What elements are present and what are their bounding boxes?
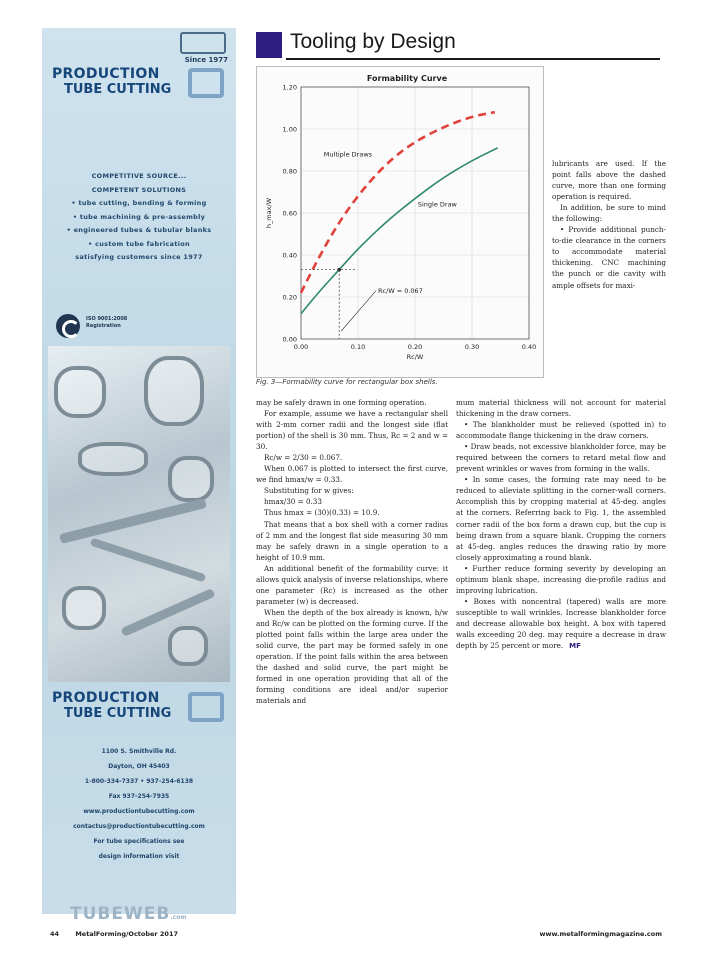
ad-line: • tube cutting, bending & forming bbox=[71, 199, 207, 207]
y-tick-label: 0.40 bbox=[282, 251, 297, 260]
tubeweb-logo[interactable]: TUBEWEB.com bbox=[70, 904, 187, 924]
ad-city: Dayton, OH 45403 bbox=[108, 763, 170, 770]
ad-website-link[interactable]: www.productiontubecutting.com bbox=[83, 808, 195, 815]
chart-grid bbox=[301, 87, 529, 339]
tube-part-icon bbox=[54, 366, 106, 418]
footer-website-link[interactable]: www.metalformingmagazine.com bbox=[539, 930, 662, 938]
paragraph: That means that a box shell with a corner radius of 2 mm and the longest flat side measuring 30 mm may be safely drawn in a single operation to a height of 10.9 mm. bbox=[256, 519, 448, 562]
x-tick-label: 0.40 bbox=[521, 343, 537, 351]
equation: Rc/w = 2/30 = 0.067. bbox=[264, 453, 343, 463]
x-tick-label: 0.00 bbox=[293, 343, 309, 351]
paragraph: • Provide additional punch-to-die clearance in the corners to accommodate material thickening. CNC machining the punch or die cavity with ample offsets for maxi- bbox=[552, 225, 666, 290]
bullet-item: • Draw beads, not excessive blankholder force, may be required between the corners to retard metal flow and prevent wrinkles or waves from forming in the walls. bbox=[456, 442, 666, 474]
certification-icon bbox=[56, 314, 80, 338]
formability-figure bbox=[256, 66, 544, 378]
ad-line: • tube machining & pre-assembly bbox=[72, 212, 206, 221]
tube-part-icon bbox=[78, 442, 148, 476]
ad-phone: 1-800-334-7337 • 937-254-6138 bbox=[84, 778, 194, 785]
ad-brand-line2: TUBE CUTTING bbox=[64, 706, 172, 721]
brand-logo-icon bbox=[188, 692, 224, 722]
ad-line: satisfying customers since 1977 bbox=[75, 253, 203, 261]
chart-title: Formability Curve bbox=[366, 74, 448, 83]
y-tick-label: 0.80 bbox=[282, 167, 297, 176]
ad-since: Since 1977 bbox=[184, 56, 228, 64]
ad-logo-top bbox=[52, 66, 226, 100]
header-rule bbox=[286, 58, 660, 60]
footer-left bbox=[50, 930, 178, 938]
ad-brand-line1: PRODUCTION bbox=[52, 66, 160, 82]
ad-design-line: design information visit bbox=[98, 853, 180, 860]
x-tick-label: 0.20 bbox=[407, 343, 423, 351]
ad-line: • engineered tubes & tubular blanks bbox=[66, 226, 212, 234]
y-tick-label: 0.00 bbox=[282, 335, 297, 344]
ad-fax: Fax 937-254-7935 bbox=[108, 793, 170, 800]
paragraph: lubricants are used. If the point falls above the dashed curve, more than one forming operation is required. bbox=[552, 159, 666, 202]
label-annotation: Rc/W = 0.067 bbox=[377, 286, 423, 295]
ad-address: 1100 S. Smithville Rd. bbox=[101, 748, 177, 755]
text-column-right bbox=[456, 397, 666, 651]
label-multiple-draws: Multiple Draws bbox=[323, 150, 373, 159]
formability-chart bbox=[257, 67, 543, 377]
bullet-item bbox=[456, 596, 666, 651]
bent-tube-icon bbox=[59, 498, 207, 544]
bullet-item: • Further reduce forming severity by developing an optimum blank shape, increasing die-profile radius and improving lubrication. bbox=[456, 563, 666, 595]
y-tick-label: 1.20 bbox=[282, 83, 297, 92]
figure-caption: Fig. 3—Formability curve for rectangular box shells. bbox=[256, 378, 438, 386]
publication-name: MetalForming/October 2017 bbox=[75, 930, 178, 938]
cert-line1: ISO 9001:2008 bbox=[86, 316, 128, 322]
paragraph: In addition, be sure to mind the following: bbox=[552, 203, 666, 224]
cert-line2: Registration bbox=[86, 323, 121, 329]
paragraph: An additional benefit of the formability curve: it allows quick analysis of inverse relationships, where one parameter (Rc) is increased as the other parameter (w) is decreased. bbox=[256, 563, 448, 606]
ad-line: COMPETITIVE SOURCE... bbox=[91, 172, 187, 180]
certification-badge bbox=[56, 314, 226, 338]
company-mark-icon bbox=[180, 32, 226, 54]
y-tick-label: 0.60 bbox=[282, 209, 297, 218]
ad-line: COMPETENT SOLUTIONS bbox=[91, 185, 187, 194]
y-tick-label: 1.00 bbox=[282, 125, 297, 134]
section-marker bbox=[256, 32, 282, 58]
paragraph: mum material thickness will not account for material thickening in the draw corners. bbox=[456, 398, 666, 419]
tube-products-photo bbox=[48, 346, 230, 682]
paragraph: Substituting for w gives: bbox=[264, 486, 354, 496]
series-multiple-draws bbox=[301, 112, 495, 293]
section-title: Tooling by Design bbox=[290, 30, 456, 53]
end-mark: MF bbox=[569, 642, 581, 651]
text-column-left bbox=[256, 397, 448, 706]
tube-part-icon bbox=[62, 586, 106, 630]
brand-logo-icon bbox=[188, 68, 224, 98]
label-single-draw: Single Draw bbox=[417, 200, 457, 209]
y-axis-ticks bbox=[283, 84, 297, 344]
x-tick-label: 0.10 bbox=[350, 343, 366, 351]
bullet-text: • Boxes with noncentral (tapered) walls are more susceptible to wall wrinkles. Increase blankholder force and decrease allowable box height. A box with tapered walls exceeding 20 deg. may require a decrease in draw depth by 25 percent or more. bbox=[456, 596, 666, 651]
page-number: 44 bbox=[50, 930, 60, 938]
ad-brand-line1: PRODUCTION bbox=[52, 690, 160, 706]
x-axis-label: Rc/W bbox=[406, 353, 424, 361]
x-axis-ticks bbox=[294, 343, 536, 351]
bent-tube-icon bbox=[90, 538, 207, 583]
ad-brand-line2: TUBE CUTTING bbox=[64, 82, 172, 97]
advertisement[interactable] bbox=[42, 28, 236, 924]
equation: Thus hmax = (30)(0.33) = 10.9. bbox=[264, 508, 380, 518]
ad-services bbox=[48, 170, 230, 265]
tube-part-icon bbox=[144, 356, 204, 426]
y-tick-label: 0.20 bbox=[282, 293, 297, 302]
bullet-item: • In some cases, the forming rate may need to be reduced to alleviate splitting in the corner-wall corners. Accomplish this by cropping material at 45-deg. angles at the corners. Referring back to Fig. 1, the assembled corner radii of the box form a drawn cup, but the cup is being drawn from a square blank. Cropping the corners at 45-deg. angles reduces the drawing ratio by more closely approximating a round blank. bbox=[456, 475, 666, 562]
tube-part-icon bbox=[168, 456, 214, 502]
paragraph: When 0.067 is plotted to intersect the first curve, we find hmax/w = 0.33. bbox=[256, 464, 448, 485]
paragraph: For example, assume we have a rectangular shell with 2-mm corner radii and the longest side (flat portion) of the shell is 30 mm. Thus, Rc = 2 and w = 30. bbox=[256, 409, 448, 452]
x-tick-label: 0.30 bbox=[464, 343, 480, 351]
ad-logo-bottom bbox=[52, 690, 226, 724]
y-axis-label: h_max/W bbox=[265, 197, 273, 229]
annotation-point bbox=[337, 268, 341, 272]
ad-email-link[interactable]: contactus@productiontubecutting.com bbox=[73, 823, 205, 830]
paragraph: may be safely drawn in one forming operation. bbox=[256, 398, 427, 407]
ad-spec-line: For tube specifications see bbox=[93, 838, 185, 845]
bullet-item: • The blankholder must be relieved (spotted in) to accommodate flange thickening in the draw corners. bbox=[456, 420, 666, 441]
tube-part-icon bbox=[168, 626, 208, 666]
ad-contact bbox=[48, 744, 230, 864]
equation: hmax/30 = 0.33 bbox=[264, 497, 322, 507]
ad-line: • custom tube fabrication bbox=[88, 239, 190, 248]
text-column-right-top bbox=[552, 158, 666, 291]
paragraph: When the depth of the box already is known, h/w and Rc/w can be plotted on the forming curve. If the plotted point falls within the large area under the solid curve, the part may be formed safely in one operation. If the point falls within the area between the dashed and solid curve, the part might be formed in one operation providing that all of the forming conditions are ideal and/or superior materials and bbox=[256, 607, 448, 706]
